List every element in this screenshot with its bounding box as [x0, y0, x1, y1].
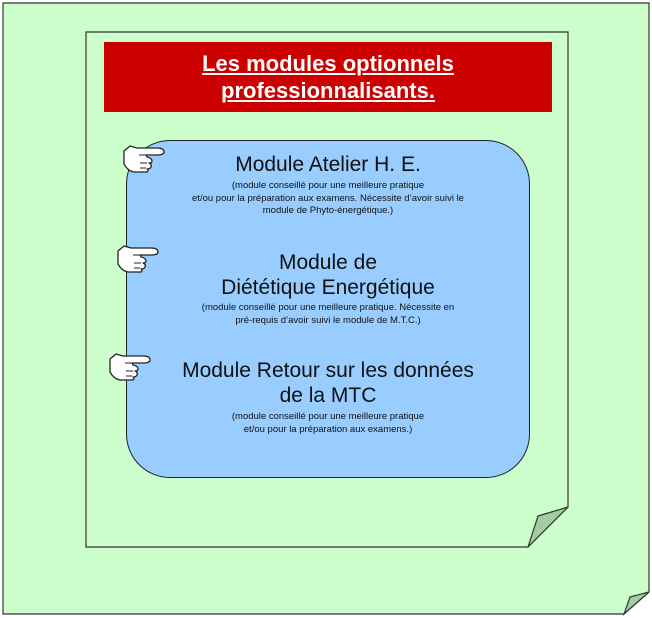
module-note: (module conseillé pour une meilleure pratique — [231, 411, 425, 422]
module-note: et/ou pour la préparation aux examens. Nécessite d’avoir suivi le — [192, 192, 464, 204]
title-line-1: Les modules optionnels — [202, 51, 454, 76]
module-note: module de Phyto-énergétique.) — [262, 205, 394, 216]
module-title: Module Atelier H. E. — [235, 153, 421, 176]
title-line-2: professionnalisants. — [221, 78, 435, 103]
module-dietetique-energetique — [126, 250, 530, 327]
module-retour-donnees-mtc — [126, 358, 530, 436]
pointing-hand-icon — [116, 242, 160, 274]
module-atelier-he — [126, 152, 530, 218]
module-title: Module Retour sur les données — [182, 359, 474, 382]
module-title: Diététique Energétique — [221, 276, 435, 299]
title-banner — [104, 42, 552, 112]
module-note: pré-requis d’avoir suivi le module de M.T.C.) — [235, 314, 421, 326]
module-note: (module conseillé pour une meilleure pratique — [231, 180, 425, 191]
pointing-hand-icon — [122, 142, 166, 174]
module-title: Module de — [278, 251, 378, 274]
pointing-hand-icon — [108, 350, 152, 382]
module-note: (module conseillé pour une meilleure pratique. Nécessite en — [201, 302, 455, 313]
module-note: et/ou pour la préparation aux examens.) — [243, 423, 413, 435]
module-title: de la MTC — [279, 384, 377, 407]
